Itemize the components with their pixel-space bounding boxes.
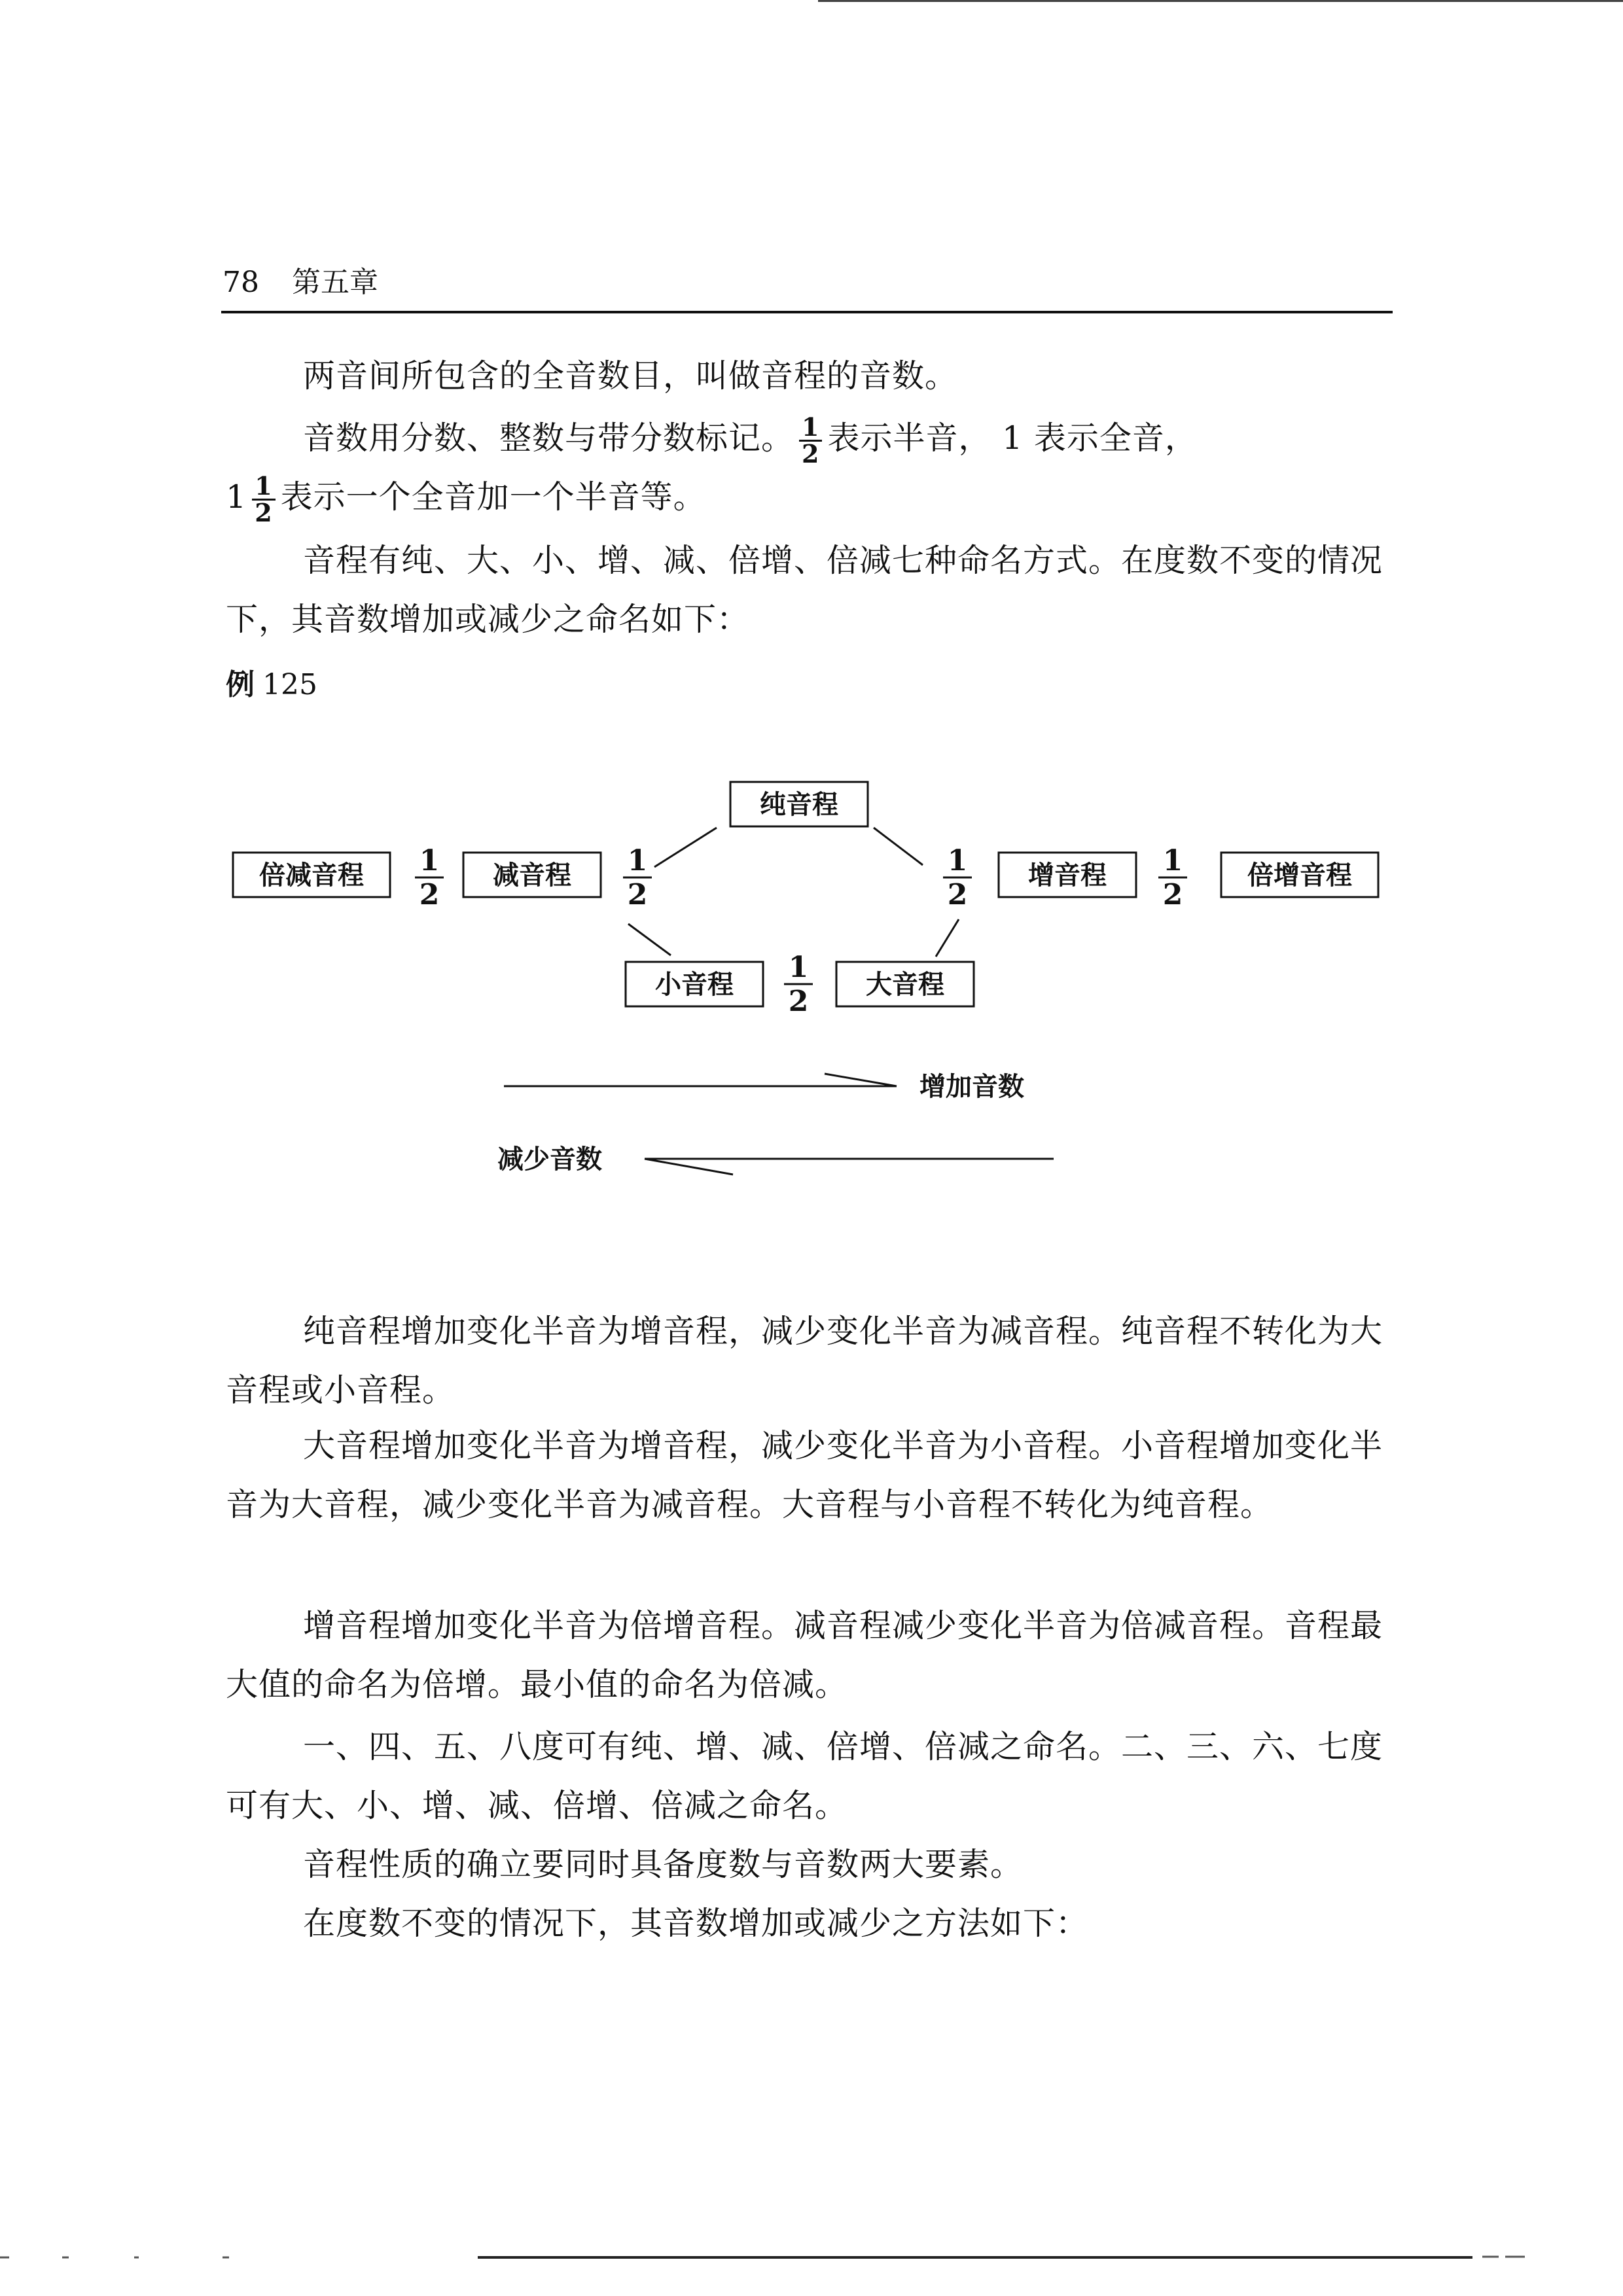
line-aug-major bbox=[936, 919, 959, 957]
line-pure-aug bbox=[874, 828, 923, 865]
frac-4-den: 2 bbox=[1162, 878, 1183, 911]
paragraph-2-text-b: 表示半音， bbox=[827, 419, 991, 457]
box-double-aug-label: 倍增音程 bbox=[1247, 860, 1352, 891]
paragraph-8-text: 音程性质的确立要同时具备度数与音数两大要素。 bbox=[303, 1846, 1024, 1883]
decrease-arrow-head bbox=[645, 1159, 733, 1174]
paragraph-2-text-d: 表示全音， bbox=[1033, 419, 1198, 457]
paragraph-3-text: 音程有纯、大、小、增、减、倍增、倍减七种命名方式。在度数不变的情况下，其音数增加或减少之命名如下： bbox=[226, 542, 1383, 638]
scan-specks bbox=[0, 2251, 1623, 2264]
frac-3-den: 2 bbox=[947, 878, 968, 911]
frac-5-num: 1 bbox=[788, 951, 809, 984]
paragraph-7-text: 一、四、五、八度可有纯、增、减、倍增、倍减之命名。二、三、六、七度可有大、小、增、减、倍增、倍减之命名。 bbox=[226, 1728, 1383, 1824]
frac-1-num: 1 bbox=[419, 844, 440, 877]
half-fraction: $\frac{1}{2}$ bbox=[799, 415, 822, 467]
paragraph-6-text: 增音程增加变化半音为倍增音程。减音程减少变化半音为倍减音程。音程最大值的命名为倍增。最小值的命名为倍减。 bbox=[226, 1607, 1383, 1703]
paragraph-2-text-f: 表示一个全音加一个半音等。 bbox=[280, 478, 706, 516]
paragraph-5-text: 大音程增加变化半音为增音程，减少变化半音为小音程。小音程增加变化半音为大音程，减少变化半音为减音程。大音程与小音程不转化为纯音程。 bbox=[226, 1427, 1383, 1523]
box-double-dim-label: 倍减音程 bbox=[259, 860, 364, 891]
half-fraction-2: $\frac{1}{2}$ bbox=[252, 474, 275, 525]
box-pure-label: 纯音程 bbox=[760, 789, 838, 820]
paragraph-9-text: 在度数不变的情况下，其音数增加或减少之方法如下： bbox=[303, 1905, 1089, 1942]
box-major-label: 大音程 bbox=[866, 969, 944, 1000]
increase-label: 增加音数 bbox=[919, 1071, 1024, 1102]
frac-4-num: 1 bbox=[1162, 844, 1183, 877]
paragraph-8 bbox=[226, 1835, 1391, 1894]
frac-2-num: 1 bbox=[627, 844, 648, 877]
paragraph-1-text: 两音间所包含的全音数目，叫做音程的音数。 bbox=[303, 357, 958, 395]
paragraph-9 bbox=[226, 1894, 1391, 1953]
paragraph-2-text-a: 音数用分数、整数与带分数标记。 bbox=[303, 419, 794, 457]
paragraph-4-text: 纯音程增加变化半音为增音程，减少变化半音为减音程。纯音程不转化为大音程或小音程。 bbox=[226, 1313, 1383, 1409]
example-number: 125 bbox=[262, 668, 317, 701]
frac-3-num: 1 bbox=[947, 844, 968, 877]
page-number: 78 bbox=[223, 266, 259, 299]
line-dim-pure bbox=[654, 828, 717, 867]
box-dim-label: 减音程 bbox=[493, 860, 571, 891]
paragraph-5 bbox=[226, 1417, 1391, 1534]
paragraph-6 bbox=[226, 1597, 1391, 1714]
frac-2-den: 2 bbox=[627, 878, 648, 911]
paragraph-4 bbox=[226, 1302, 1391, 1420]
frac-1-den: 2 bbox=[419, 878, 440, 911]
box-minor-label: 小音程 bbox=[655, 969, 734, 1000]
decrease-label: 减少音数 bbox=[497, 1144, 602, 1174]
increase-arrow-head bbox=[825, 1074, 897, 1086]
paragraph-2-text-c: 1 bbox=[1002, 419, 1024, 457]
example-word: 例 bbox=[226, 668, 255, 701]
chapter-title: 第五章 bbox=[292, 266, 378, 299]
line-dim-minor bbox=[628, 924, 671, 955]
paragraph-7 bbox=[226, 1718, 1391, 1835]
box-aug-label: 增音程 bbox=[1028, 860, 1107, 891]
frac-5-den: 2 bbox=[788, 985, 809, 1018]
paragraph-2-text-e: 1 bbox=[226, 478, 247, 516]
